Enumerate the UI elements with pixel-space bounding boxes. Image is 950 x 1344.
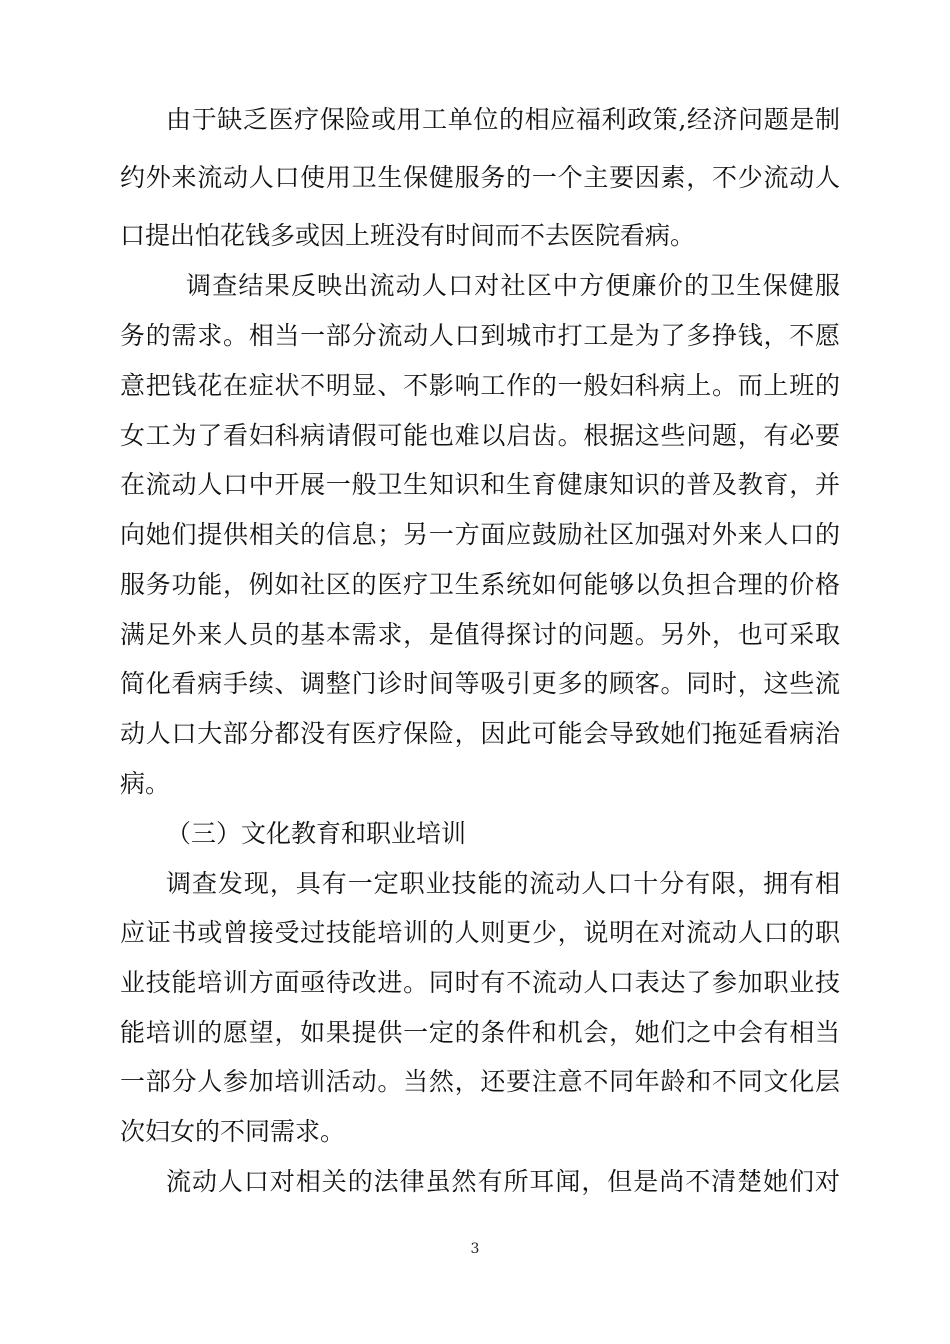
text-line: 流动人口对相关的法律虽然有所耳闻，但是尚不清楚她们对 bbox=[166, 1167, 840, 1196]
text-line: 能培训的愿望，如果提供一定的条件和机会，她们之中会有相当 bbox=[120, 1018, 840, 1047]
text-line: 病。 bbox=[120, 769, 171, 798]
text-line: 意把钱花在症状不明显、不影响工作的一般妇科病上。而上班的 bbox=[120, 371, 840, 400]
text-line: 调查发现，具有一定职业技能的流动人口十分有限，拥有相 bbox=[166, 869, 840, 898]
text-line: 动人口大部分都没有医疗保险，因此可能会导致她们拖延看病治 bbox=[120, 719, 840, 748]
text-line: 由于缺乏医疗保险或用工单位的相应福利政策,经济问题是制 bbox=[166, 105, 840, 134]
text-line: 满足外来人员的基本需求，是值得探讨的问题。另外，也可采取 bbox=[120, 620, 840, 649]
text-line: 女工为了看妇科病请假可能也难以启齿。根据这些问题，有必要 bbox=[120, 421, 840, 450]
section-heading: （三）文化教育和职业培训 bbox=[166, 819, 467, 848]
text-line: 在流动人口中开展一般卫生知识和生育健康知识的普及教育，并 bbox=[120, 470, 840, 499]
text-line: 次妇女的不同需求。 bbox=[120, 1117, 346, 1146]
text-line: 向她们提供相关的信息；另一方面应鼓励社区加强对外来人口的 bbox=[120, 520, 840, 549]
page-number: 3 bbox=[470, 1241, 480, 1257]
text-line: 简化看病手续、调整门诊时间等吸引更多的顾客。同时，这些流 bbox=[120, 669, 840, 698]
text-line: 业技能培训方面亟待改进。同时有不流动人口表达了参加职业技 bbox=[120, 968, 840, 997]
text-line: 调查结果反映出流动人口对社区中方便廉价的卫生保健服 bbox=[186, 271, 840, 300]
text-line: 服务功能，例如社区的医疗卫生系统如何能够以负担合理的价格 bbox=[120, 570, 840, 599]
text-line: 口提出怕花钱多或因上班没有时间而不去医院看病。 bbox=[120, 221, 696, 250]
text-line: 约外来流动人口使用卫生保健服务的一个主要因素，不少流动人 bbox=[120, 163, 840, 192]
text-line: 应证书或曾接受过技能培训的人则更少，说明在对流动人口的职 bbox=[120, 918, 840, 947]
text-line: 一部分人参加培训活动。当然，还要注意不同年龄和不同文化层 bbox=[120, 1067, 840, 1096]
text-line: 务的需求。相当一部分流动人口到城市打工是为了多挣钱，不愿 bbox=[120, 321, 840, 350]
